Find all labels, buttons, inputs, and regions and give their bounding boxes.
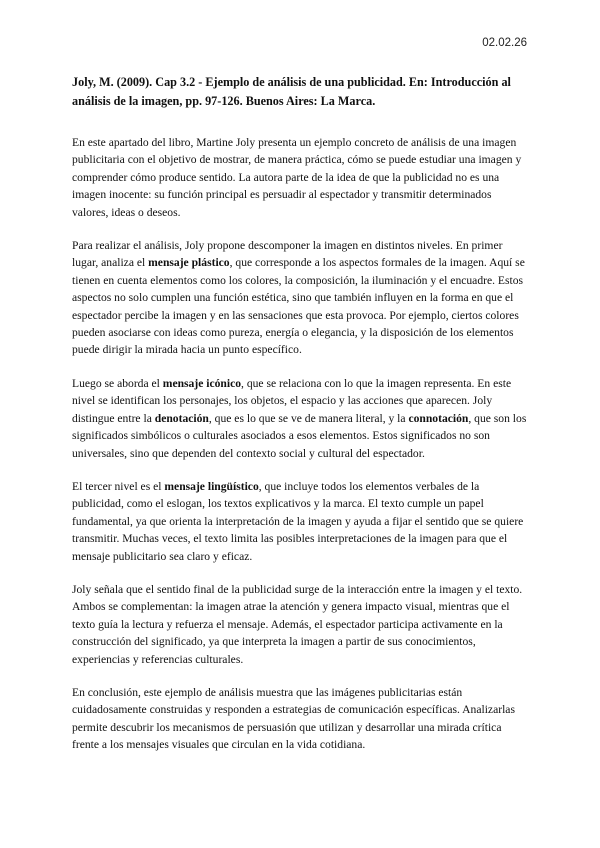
paragraph-linguistic-message (72, 478, 527, 565)
paragraph-conclusion: En conclusión, este ejemplo de análisis muestra que las imágenes publicitarias están cuidadosamente construidas y responden a estrategias de comunicación específicas. Analizarlas permite descubrir los mecanismos de persuasión que utilizan y desarrollar una mirada crítica frente a los mensajes visuales que circulan en la vida cotidiana. (72, 685, 515, 752)
paragraph-image-text-interaction: Joly señala que el sentido final de la publicidad surge de la interacción entre la imagen y el texto. Ambos se complementan: la imagen atrae la atención y genera impacto visual, mientras que el texto guía la lectura y refuerza el mensaje. Además, el espectador participa activamente en la construcción del significado, ya que interpreta la imagen a partir de sus conocimientos, experiencias y referencias culturales. (72, 582, 523, 666)
term-iconic-message: mensaje icónico (162, 376, 242, 390)
paragraph-plastic-message (72, 237, 527, 359)
document-body (72, 134, 527, 770)
term-linguistic-message: mensaje lingüístico (164, 479, 259, 493)
paragraph-text: , que son los significados simbólicos o culturales asociados a esos elementos. Estos significados no son universales, sino que dependen del contexto social y cultural del espectador. (72, 411, 527, 460)
paragraph-text: Luego se aborda el (72, 376, 163, 390)
paragraph-text: Para realizar el análisis, Joly propone descomponer la imagen en distintos niveles. En primer lugar, analiza el (72, 239, 503, 270)
term-denotation: denotación (154, 411, 209, 425)
document-date: 02.02.26 (482, 37, 527, 49)
paragraph-text: El tercer nivel es el (72, 479, 165, 493)
paragraph-text: , que se relaciona con lo que la imagen representa. En este nivel se identifican los personajes, los objetos, el espacio y las acciones que aparecen. Joly distingue entre la (72, 376, 512, 425)
term-plastic-message: mensaje plástico (148, 256, 230, 270)
term-connotation: connotación (408, 411, 469, 425)
paragraph-text: , que es lo que se ve de manera literal, y la (208, 411, 409, 425)
paragraph-text: , que corresponde a los aspectos formales de la imagen. Aquí se tienen en cuenta elementos como los colores, la composición, la iluminación y el encuadre. Estos aspectos no solo cumplen una función estética, sino que también influyen en la forma en que el espectador percibe la imagen y en las sensaciones que esta provoca. Por ejemplo, ciertos colores pueden asociarse con ideas como pureza, energía o elegancia, y la disposición de los elementos puede dirigir la mirada hacia un punto específico. (72, 256, 525, 357)
paragraph-introduction: En este apartado del libro, Martine Joly presenta un ejemplo concreto de análisis de una imagen publicitaria con el objetivo de mostrar, de manera práctica, cómo se puede estudiar una imagen y comprender cómo produce sentido. La autora parte de la idea de que la publicidad no es una imagen inocente: su función principal es persuadir al espectador y transmitir determinados valores, ideas o deseos. (72, 136, 522, 219)
paragraph-text: , que incluye todos los elementos verbales de la publicidad, como el eslogan, los textos explicativos y la marca. El texto cumple un papel fundamental, ya que orienta la interpretación de la imagen y ayuda a fijar el sentido que se quiere transmitir. Muchas veces, el texto limita las posibles interpretaciones de la imagen para que el mensaje publicitario sea claro y eficaz. (72, 479, 524, 563)
citation-title: Joly, M. (2009). Cap 3.2 - Ejemplo de análisis de una publicidad. En: Introducción al análisis de la imagen, pp. 97-126. Buenos Aires: La Marca. (72, 75, 511, 108)
paragraph-iconic-message (72, 375, 527, 462)
